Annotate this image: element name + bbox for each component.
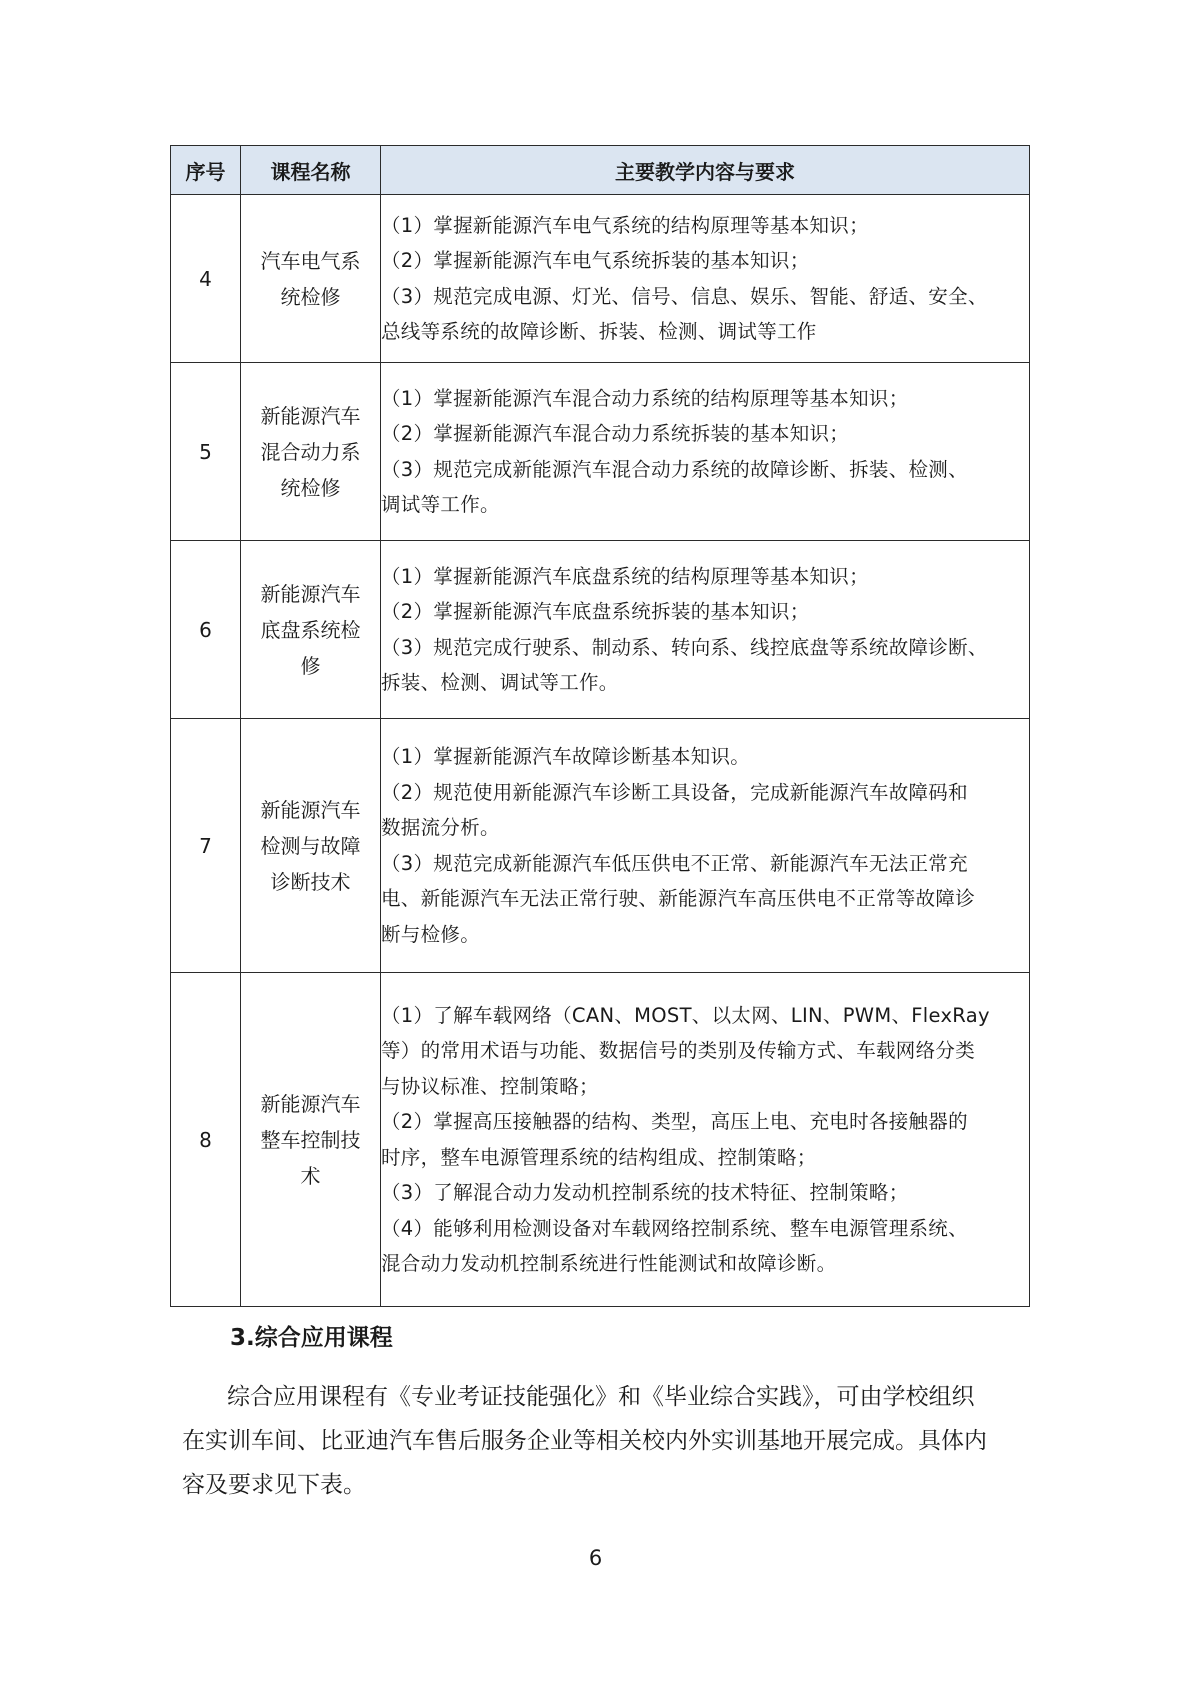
content-line: （2）掌握新能源汽车混合动力系统拆装的基本知识； xyxy=(381,422,850,445)
content-line: （2）规范使用新能源汽车诊断工具设备，完成新能源汽车故障码和 xyxy=(381,780,968,804)
table-row xyxy=(171,363,1030,541)
course-name-line: 术 xyxy=(300,1163,321,1188)
content-line: （4）能够利用检测设备对车载网络控制系统、整车电源管理系统、 xyxy=(381,1216,968,1240)
course-content xyxy=(381,541,1030,719)
course-name-line: 底盘系统检 xyxy=(260,617,361,642)
content-line: （3）规范完成行驶系、制动系、转向系、线控底盘等系统故障诊断、 xyxy=(381,635,988,659)
table-header-row xyxy=(171,146,1030,195)
course-name-line: 汽车电气系 xyxy=(260,248,361,273)
paragraph-line: 综合应用课程有《专业考证技能强化》和《毕业综合实践》，可由学校组织 xyxy=(227,1384,975,1410)
course-content xyxy=(381,719,1030,973)
content-line: （1）掌握新能源汽车故障诊断基本知识。 xyxy=(381,745,751,768)
course-name xyxy=(241,973,381,1307)
row-number: 5 xyxy=(171,363,241,541)
course-name-line: 修 xyxy=(300,653,321,678)
course-name xyxy=(241,363,381,541)
content-line: （1）了解车载网络（CAN、MOST、以太网、LIN、PWM、FlexRay xyxy=(381,1003,990,1027)
content-line: 数据流分析。 xyxy=(381,816,500,839)
course-name xyxy=(241,195,381,363)
content-line: （3）了解混合动力发动机控制系统的技术特征、控制策略； xyxy=(381,1181,909,1204)
course-name-line: 新能源汽车 xyxy=(260,403,361,428)
course-name-line: 检测与故障 xyxy=(260,833,361,858)
course-name xyxy=(241,541,381,719)
header-content: 主要教学内容与要求 xyxy=(381,146,1030,195)
row-number: 4 xyxy=(171,195,241,363)
page-number: 6 xyxy=(588,1546,603,1570)
content-line: 等）的常用术语与功能、数据信号的类别及传输方式、车载网络分类 xyxy=(381,1039,976,1062)
curriculum-table xyxy=(170,145,1030,1307)
section-paragraph xyxy=(182,1375,1032,1507)
content-line: （2）掌握新能源汽车底盘系统拆装的基本知识； xyxy=(381,600,810,623)
content-line: 总线等系统的故障诊断、拆装、检测、调试等工作 xyxy=(381,320,817,343)
content-line: （3）规范完成新能源汽车混合动力系统的故障诊断、拆装、检测、 xyxy=(381,457,968,481)
content-line: 混合动力发动机控制系统进行性能测试和故障诊断。 xyxy=(381,1252,837,1275)
table-row xyxy=(171,719,1030,973)
content-line: 与协议标准、控制策略； xyxy=(381,1074,599,1098)
content-line: （2）掌握新能源汽车电气系统拆装的基本知识； xyxy=(381,249,810,272)
paragraph-line: 在实训车间、比亚迪汽车售后服务企业等相关校内外实训基地开展完成。具体内 xyxy=(182,1428,987,1454)
course-name-line: 新能源汽车 xyxy=(260,797,361,822)
table-row xyxy=(171,973,1030,1307)
table-row xyxy=(171,541,1030,719)
course-name-line: 混合动力系 xyxy=(260,439,361,464)
content-line: （3）规范完成新能源汽车低压供电不正常、新能源汽车无法正常充 xyxy=(381,851,968,875)
content-line: 时序，整车电源管理系统的结构组成、控制策略； xyxy=(381,1145,817,1169)
content-line: 拆装、检测、调试等工作。 xyxy=(381,671,619,694)
course-name-line: 统检修 xyxy=(280,475,341,500)
course-content xyxy=(381,973,1030,1307)
paragraph-line: 容及要求见下表。 xyxy=(182,1472,366,1498)
course-name-line: 新能源汽车 xyxy=(260,1091,361,1116)
course-name xyxy=(241,719,381,973)
course-name-line: 新能源汽车 xyxy=(260,581,361,606)
content-line: 断与检修。 xyxy=(381,922,481,946)
content-line: 电、新能源汽车无法正常行驶、新能源汽车高压供电不正常等故障诊 xyxy=(381,887,976,910)
course-name-line: 诊断技术 xyxy=(270,869,351,894)
content-line: （1）掌握新能源汽车底盘系统的结构原理等基本知识； xyxy=(381,564,869,588)
course-name-line: 整车控制技 xyxy=(260,1127,361,1152)
content-line: （3）规范完成电源、灯光、信号、信息、娱乐、智能、舒适、安全、 xyxy=(381,284,988,308)
row-number: 7 xyxy=(171,719,241,973)
content-line: （1）掌握新能源汽车混合动力系统的结构原理等基本知识； xyxy=(381,386,909,410)
table-row xyxy=(171,195,1030,363)
header-index: 序号 xyxy=(171,146,241,195)
course-content xyxy=(381,195,1030,363)
content-line: （1）掌握新能源汽车电气系统的结构原理等基本知识； xyxy=(381,213,869,237)
header-course-name: 课程名称 xyxy=(241,146,381,195)
section-heading: 3.综合应用课程 xyxy=(230,1325,393,1351)
content-line: 调试等工作。 xyxy=(381,493,500,516)
course-content xyxy=(381,363,1030,541)
row-number: 8 xyxy=(171,973,241,1307)
row-number: 6 xyxy=(171,541,241,719)
course-name-line: 统检修 xyxy=(280,284,341,309)
content-line: （2）掌握高压接触器的结构、类型，高压上电、充电时各接触器的 xyxy=(381,1110,968,1133)
